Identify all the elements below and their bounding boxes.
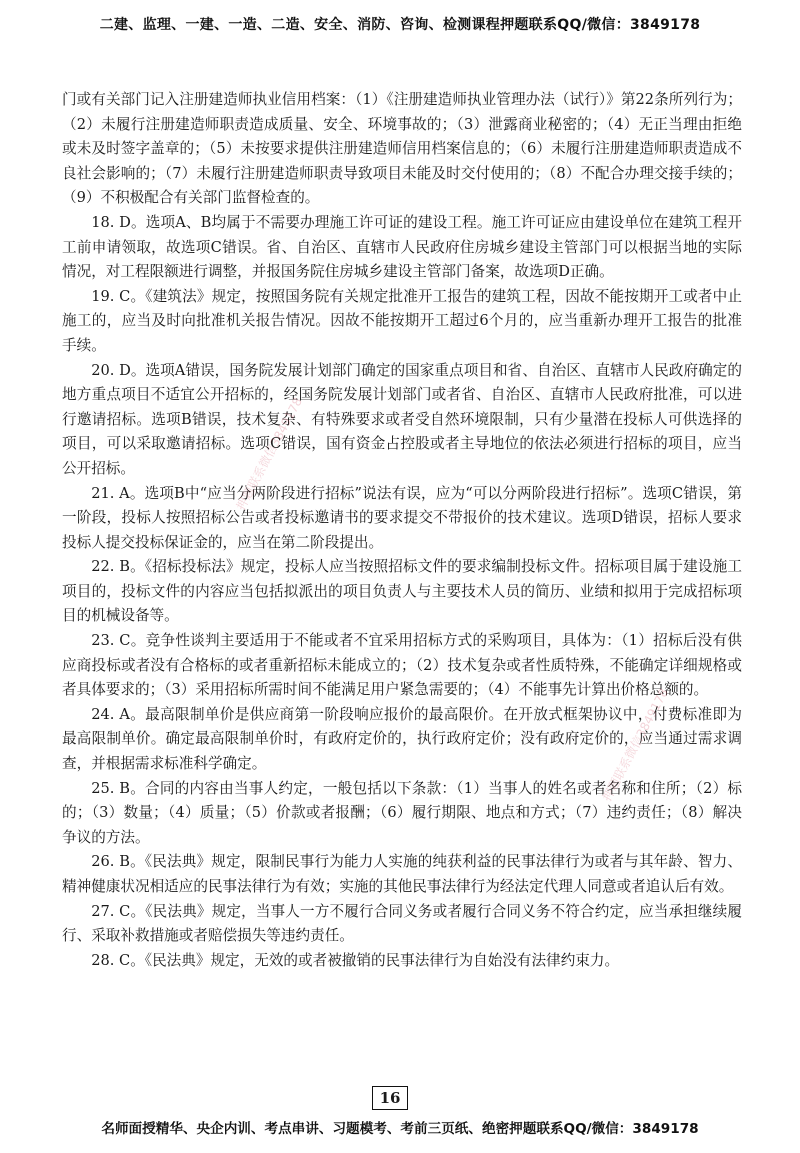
answer-21: 21. A。选项B中“应当分两阶段进行招标”说法有误，应为“可以分两阶段进行招标”。选项C错误，第一阶段，投标人按照招标公告或者投标邀请书的要求提交不带报价的技术建议。选项D错误，招标人要求投标人提交投标保证金的，应当在第二阶段提出。	[62, 484, 742, 551]
answer-25: 25. B。合同的内容由当事人约定，一般包括以下条款：（1）当事人的姓名或者名称和住所；（2）标的；（3）数量；（4）质量；（5）价款或者报酬；（6）履行期限、地点和方式；（7）违约责任；（8）解决争议的方法。	[62, 779, 742, 846]
answer-24: 24. A。最高限制单价是供应商第一阶段响应报价的最高限价。在开放式框架协议中，付费标准即为最高限制单价。确定最高限制单价时，有政府定价的，执行政府定价；没有政府定价的，应当通过需求调查，并根据需求标准科学确定。	[62, 705, 742, 773]
answer-18: 18. D。选项A、B均属于不需要办理施工许可证的建设工程。施工许可证应由建设单位在建筑工程开工前申请领取，故选项C错误。省、自治区、直辖市人民政府住房城乡建设主管部门可以根据当地的实际情况，对工程限额进行调整，并报国务院住房城乡建设主管部门备案，故选项D正确。	[62, 213, 742, 281]
answer-26: 26. B。《民法典》规定，限制民事行为能力人实施的纯获利益的民事法律行为或者与其年龄、智力、精神健康状况相适应的民事法律行为有效；实施的其他民事法律行为经法定代理人同意或者追认后有效。	[62, 853, 742, 895]
page-header: 二建、监理、一建、一造、二造、安全、消防、咨询、检测课程押题联系QQ/微信：3849178	[99, 17, 701, 33]
answer-19: 19. C。《建筑法》规定，按照国务院有关规定批准开工报告的建筑工程，因故不能按期开工或者中止施工的，应当及时向批准机关报告情况。因故不能按期开工超过6个月的，应当重新办理开工报告的批准手续。	[62, 287, 742, 354]
answer-23: 23. C。竞争性谈判主要适用于不能或者不宜采用招标方式的采购项目，具体为：（1）招标后没有供应商投标或者没有合格标的或者重新招标未能成立的；（2）技术复杂或者性质特殊，不能确定详细规格或者具体要求的；（3）采用招标所需时间不能满足用户紧急需要的；（4）不能事先计算出价格总额的。	[62, 632, 742, 699]
answer-20: 20. D。选项A错误，国务院发展计划部门确定的国家重点项目和省、自治区、直辖市人民政府确定的地方重点项目不适宜公开招标的，经国务院发展计划部门或者省、自治区、直辖市人民政府批准，可以进行邀请招标。选项B错误，技术复杂、有特殊要求或者受自然环境限制，只有少量潜在投标人可供选择的项目，可以采取邀请招标。选项C错误，国有资金占控股或者主导地位的依法必须进行招标的项目，应当公开招标。	[62, 361, 742, 477]
answer-28: 28. C。《民法典》规定，无效的或者被撤销的民事法律行为自始没有法律约束力。	[91, 951, 620, 969]
watermark: 押题联系微信3849178	[599, 686, 672, 804]
answer-27: 27. C。《民法典》规定，当事人一方不履行合同义务或者履行合同义务不符合约定，应当承担继续履行、采取补救措施或者赔偿损失等违约责任。	[62, 902, 742, 945]
page-body	[62, 88, 742, 973]
answer-22: 22. B。《招标投标法》规定，投标人应当按照招标文件的要求编制投标文件。招标项目属于建设施工项目的，投标文件的内容应当包括拟派出的项目负责人与主要技术人员的简历、业绩和拟用于完成招标项目的机械设备等。	[62, 558, 742, 625]
page-number: 16	[372, 1086, 408, 1110]
page-footer: 名师面授精华、央企内训、考点串讲、习题模考、考前三页纸、绝密押题联系QQ/微信：3849178	[101, 1121, 699, 1137]
paragraph-continuation: 门或有关部门记入注册建造师执业信用档案：（1）《注册建造师执业管理办法（试行）》第22条所列行为；（2）未履行注册建造师职责造成质量、安全、环境事故的；（3）泄露商业秘密的；（4）无正当理由拒绝或未及时签字盖章的；（5）未按要求提供注册建造师信用档案信息的；（6）未履行注册建造师职责造成不良社会影响的；（7）未履行注册建造师职责导致项目未能及时交付使用的；（8）不配合办理交接手续的；（9）不积极配合有关部门监督检查的。	[62, 91, 742, 207]
watermark: 押题联系微信3849178	[233, 395, 306, 513]
